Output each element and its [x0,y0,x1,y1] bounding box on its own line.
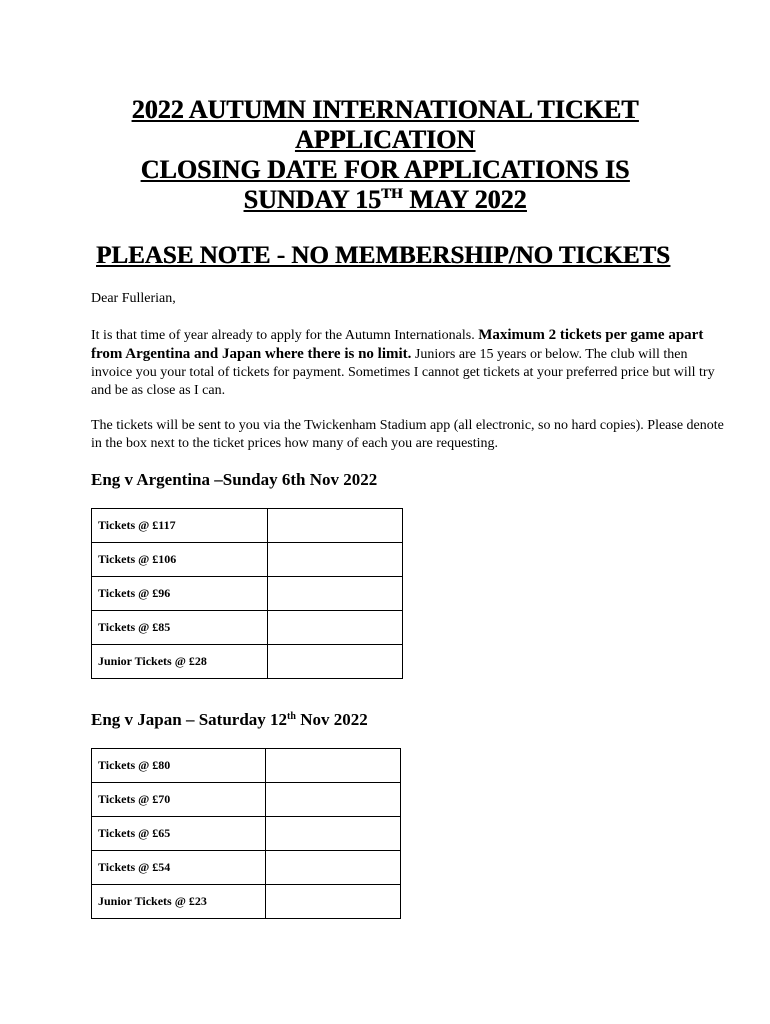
table-row [92,611,403,645]
quantity-input[interactable] [266,886,400,917]
ticket-price-label: Tickets @ £85 [92,611,268,645]
quantity-cell[interactable] [268,543,403,577]
quantity-input[interactable] [268,646,402,677]
closing-date-suffix: MAY 2022 [402,185,527,214]
table-row [92,817,401,851]
quantity-cell[interactable] [266,749,401,783]
ticket-price-label: Tickets @ £65 [92,817,266,851]
quantity-input[interactable] [268,578,402,609]
ticket-price-label: Junior Tickets @ £23 [92,885,266,919]
quantity-cell[interactable] [268,577,403,611]
ticket-price-label: Tickets @ £96 [92,577,268,611]
closing-date-ordinal: TH [381,186,403,202]
ticket-price-label: Tickets @ £70 [92,783,266,817]
quantity-input[interactable] [266,818,400,849]
table-row [92,885,401,919]
ticket-table-argentina [91,508,403,679]
quantity-cell[interactable] [268,611,403,645]
greeting: Dear Fullerian, [91,291,176,306]
membership-notice: PLEASE NOTE - NO MEMBERSHIP/NO TICKETS [96,242,670,269]
ticket-price-label: Junior Tickets @ £28 [92,645,268,679]
ticket-limit-notice: Maximum 2 tickets per game apart from Argentina and Japan where there is no limit. [91,327,704,362]
game-heading-argentina: Eng v Argentina –Sunday 6th Nov 2022 [91,470,378,489]
intro-paragraph [91,326,731,400]
title-line-1: 2022 AUTUMN INTERNATIONAL TICKET [131,95,639,124]
delivery-paragraph: The tickets will be sent to you via the Twickenham Stadium app (all electronic, so no hard copies). Please denote in the box next to the ticket prices how many of each you are requesting. [91,418,724,451]
quantity-cell[interactable] [266,783,401,817]
title-line-2: APPLICATION [294,125,476,154]
quantity-input[interactable] [268,544,402,575]
ticket-table-japan [91,748,401,919]
quantity-input[interactable] [266,784,400,815]
title-line-3: CLOSING DATE FOR APPLICATIONS IS [140,155,630,184]
table-row [92,783,401,817]
table-row [92,577,403,611]
quantity-input[interactable] [266,852,400,883]
ticket-price-label: Tickets @ £54 [92,851,266,885]
quantity-input[interactable] [268,612,402,643]
title-line-4 [0,185,770,215]
closing-date-prefix: SUNDAY 15 [243,185,382,214]
table-row [92,645,403,679]
quantity-cell[interactable] [268,509,403,543]
intro-text-2: Juniors are 15 years or below. The club will then invoice you your total of tickets for payment. Sometimes I cannot get tickets at your preferred price but will try and be as close as I can. [91,347,715,398]
quantity-input[interactable] [266,750,400,781]
ticket-price-label: Tickets @ £80 [92,749,266,783]
ticket-price-label: Tickets @ £106 [92,543,268,577]
quantity-input[interactable] [268,510,402,541]
game-heading-japan: Eng v Japan – Saturday 12th Nov 2022 [91,710,368,729]
quantity-cell[interactable] [266,817,401,851]
table-row [92,851,401,885]
quantity-cell[interactable] [268,645,403,679]
quantity-cell[interactable] [266,885,401,919]
quantity-cell[interactable] [266,851,401,885]
ticket-price-label: Tickets @ £117 [92,509,268,543]
table-row [92,749,401,783]
intro-text-1: It is that time of year already to apply for the Autumn Internationals. [91,328,479,343]
table-row [92,543,403,577]
table-row [92,509,403,543]
page-title [0,95,770,215]
